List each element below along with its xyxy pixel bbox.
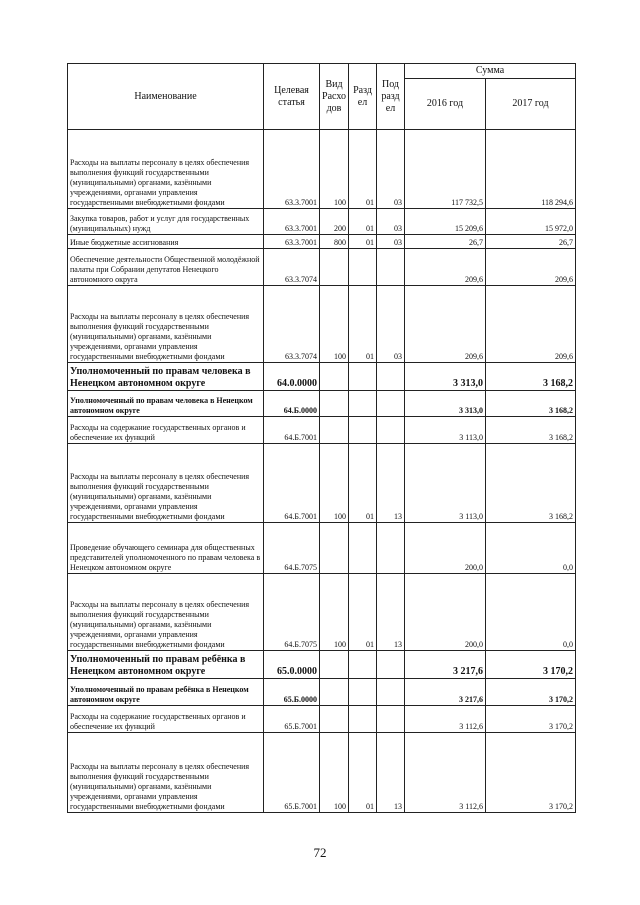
row-target-article: 64.Б.7075 [264,574,320,651]
row-sum-2016: 3 113,0 [405,417,486,444]
header-year-2017: 2017 год [486,79,576,130]
row-sum-2017: 3 168,2 [486,417,576,444]
row-target-article: 64.0.0000 [264,363,320,391]
table-row [68,444,576,523]
row-subsection: 03 [377,209,405,235]
row-sum-2016: 3 217,6 [405,679,486,706]
table-row [68,249,576,286]
row-name: Уполномоченный по правам ребёнка в Ненецком автономном округе [68,679,264,706]
budget-table [67,63,576,813]
header-target-article: Целевая статья [264,64,320,130]
row-subsection: 03 [377,286,405,363]
row-sum-2017: 3 168,2 [486,444,576,523]
row-sum-2016: 3 113,0 [405,444,486,523]
row-section [349,417,377,444]
row-expense-type [320,417,349,444]
row-sum-2017: 26,7 [486,235,576,249]
row-expense-type [320,706,349,733]
row-expense-type: 100 [320,130,349,209]
row-name: Расходы на содержание государственных органов и обеспечение их функций [68,417,264,444]
row-sum-2016: 200,0 [405,574,486,651]
row-section [349,523,377,574]
row-expense-type [320,651,349,679]
row-sum-2016: 3 112,6 [405,706,486,733]
row-expense-type: 100 [320,286,349,363]
row-sum-2017: 15 972,0 [486,209,576,235]
row-sum-2016: 209,6 [405,249,486,286]
row-target-article: 63.3.7001 [264,235,320,249]
row-sum-2016: 15 209,6 [405,209,486,235]
row-subsection: 13 [377,733,405,813]
row-expense-type: 800 [320,235,349,249]
row-section [349,249,377,286]
row-target-article: 65.Б.0000 [264,679,320,706]
row-name: Уполномоченный по правам ребёнка в Ненецком автономном округе [68,651,264,679]
row-expense-type [320,249,349,286]
header-year-2016: 2016 год [405,79,486,130]
row-name: Расходы на выплаты персоналу в целях обеспечения выполнения функций государственными (муниципальными) органами, казёнными учреждениями, органами управления государственными внебюджетными фондами [68,574,264,651]
row-section: 01 [349,209,377,235]
row-subsection [377,391,405,417]
row-sum-2016: 209,6 [405,286,486,363]
row-target-article: 64.Б.7001 [264,444,320,523]
row-expense-type [320,679,349,706]
table-row [68,574,576,651]
header-sum: Сумма [405,64,576,79]
header-section: Разд ел [349,64,377,130]
table-body [68,130,576,813]
row-subsection [377,363,405,391]
table-row [68,417,576,444]
row-name: Расходы на содержание государственных органов и обеспечение их функций [68,706,264,733]
row-subsection [377,679,405,706]
row-sum-2016: 3 217,6 [405,651,486,679]
row-sum-2017: 3 170,2 [486,651,576,679]
row-sum-2016: 117 732,5 [405,130,486,209]
row-name: Расходы на выплаты персоналу в целях обеспечения выполнения функций государственными (муниципальными) органами, казёнными учреждениями, органами управления государственными внебюджетными фондами [68,130,264,209]
row-sum-2017: 3 170,2 [486,706,576,733]
table-row [68,523,576,574]
row-target-article: 63.3.7074 [264,249,320,286]
row-target-article: 63.3.7001 [264,130,320,209]
row-subsection: 03 [377,235,405,249]
row-sum-2016: 26,7 [405,235,486,249]
row-section [349,363,377,391]
table-header [68,64,576,130]
table-row [68,286,576,363]
row-section: 01 [349,444,377,523]
table-row [68,651,576,679]
row-section: 01 [349,130,377,209]
row-target-article: 65.Б.7001 [264,733,320,813]
row-name: Обеспечение деятельности Общественной молодёжной палаты при Собрании депутатов Ненецкого автономного округа [68,249,264,286]
row-section: 01 [349,733,377,813]
row-sum-2016: 3 112,6 [405,733,486,813]
header-expense-type: Вид Расхо дов [320,64,349,130]
row-name: Расходы на выплаты персоналу в целях обеспечения выполнения функций государственными (муниципальными) органами, казёнными учреждениями, органами управления государственными внебюджетными фондами [68,444,264,523]
row-expense-type: 100 [320,444,349,523]
row-expense-type [320,363,349,391]
row-target-article: 63.3.7074 [264,286,320,363]
row-sum-2017: 0,0 [486,523,576,574]
row-subsection [377,651,405,679]
row-name: Расходы на выплаты персоналу в целях обеспечения выполнения функций государственными (муниципальными) органами, казёнными учреждениями, органами управления государственными внебюджетными фондами [68,733,264,813]
row-target-article: 64.Б.7075 [264,523,320,574]
row-sum-2017: 3 168,2 [486,363,576,391]
row-subsection: 03 [377,130,405,209]
row-name: Иные бюджетные ассигнования [68,235,264,249]
row-sum-2016: 3 313,0 [405,363,486,391]
row-sum-2016: 3 313,0 [405,391,486,417]
table-row [68,679,576,706]
table-row [68,363,576,391]
row-expense-type [320,391,349,417]
row-subsection: 13 [377,574,405,651]
page-number: 72 [313,845,327,860]
row-target-article: 64.Б.7001 [264,417,320,444]
row-target-article: 64.Б.0000 [264,391,320,417]
table-row [68,235,576,249]
row-name: Уполномоченный по правам человека в Ненецком автономном округе [68,391,264,417]
row-subsection: 13 [377,444,405,523]
row-target-article: 65.0.0000 [264,651,320,679]
row-subsection [377,706,405,733]
row-section [349,706,377,733]
row-sum-2017: 209,6 [486,249,576,286]
header-name: Наименование [68,64,264,130]
row-name: Расходы на выплаты персоналу в целях обеспечения выполнения функций государственными (муниципальными) органами, казёнными учреждениями, органами управления государственными внебюджетными фондами [68,286,264,363]
row-section [349,651,377,679]
table-row [68,130,576,209]
row-sum-2017: 118 294,6 [486,130,576,209]
row-sum-2017: 3 170,2 [486,679,576,706]
row-sum-2017: 3 168,2 [486,391,576,417]
table-row [68,391,576,417]
row-section [349,679,377,706]
row-name: Закупка товаров, работ и услуг для государственных (муниципальных) нужд [68,209,264,235]
row-expense-type [320,523,349,574]
row-expense-type: 200 [320,209,349,235]
row-subsection [377,417,405,444]
table-row [68,733,576,813]
row-sum-2017: 209,6 [486,286,576,363]
row-expense-type: 100 [320,733,349,813]
row-sum-2017: 0,0 [486,574,576,651]
row-target-article: 63.3.7001 [264,209,320,235]
row-name: Проведение обучающего семинара для общественных представителей уполномоченного по правам человека в Ненецком автономном округе [68,523,264,574]
table-row [68,706,576,733]
row-section: 01 [349,286,377,363]
row-subsection [377,249,405,286]
row-section: 01 [349,574,377,651]
row-section [349,391,377,417]
row-section: 01 [349,235,377,249]
header-subsection: Под разд ел [377,64,405,130]
row-sum-2017: 3 170,2 [486,733,576,813]
table-row [68,209,576,235]
row-sum-2016: 200,0 [405,523,486,574]
row-target-article: 65.Б.7001 [264,706,320,733]
row-name: Уполномоченный по правам человека в Ненецком автономном округе [68,363,264,391]
row-subsection [377,523,405,574]
row-expense-type: 100 [320,574,349,651]
